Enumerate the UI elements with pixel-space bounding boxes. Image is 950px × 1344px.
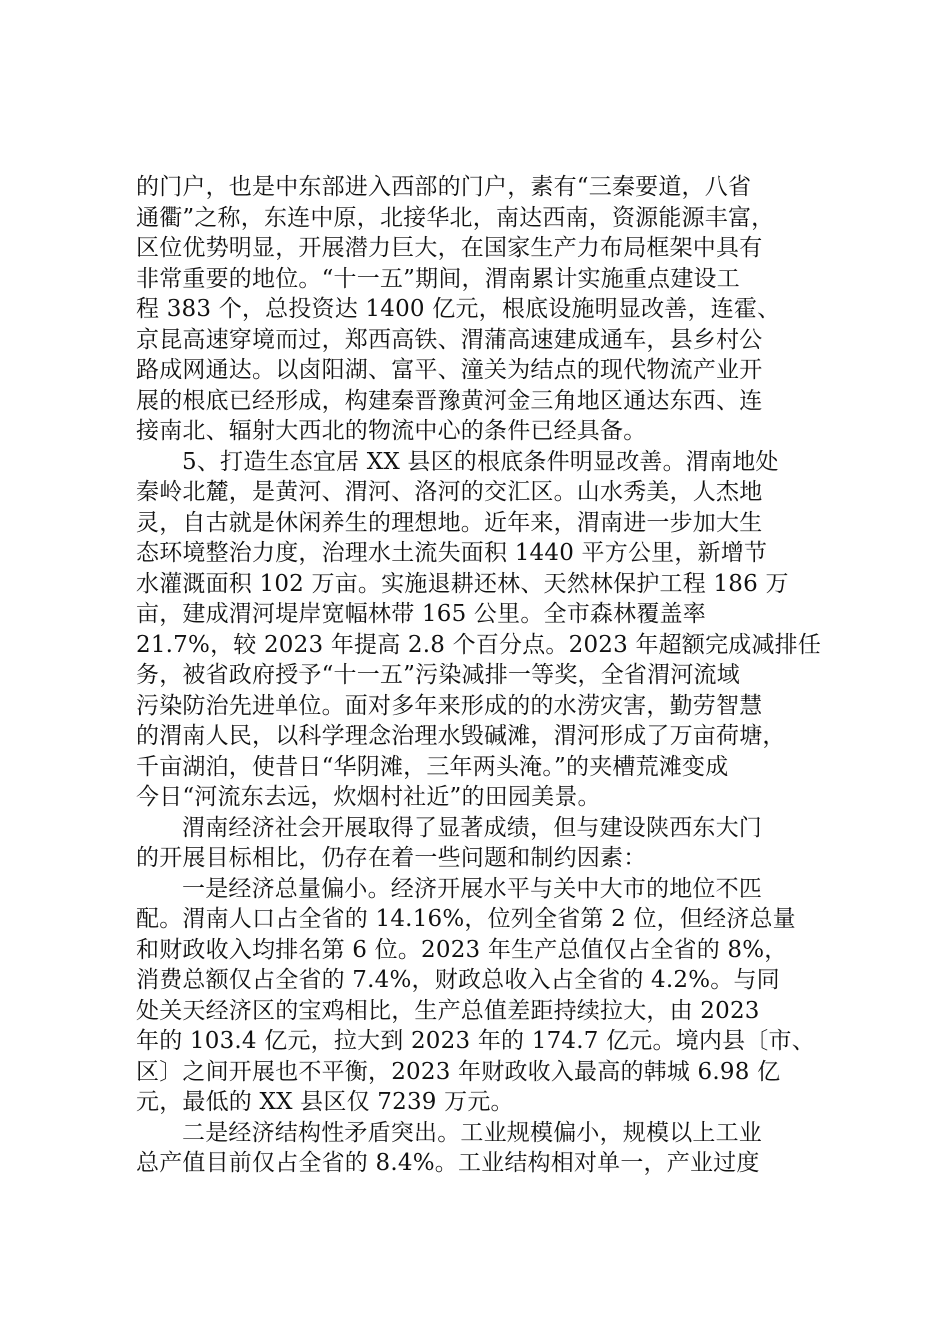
- text-line: 区位优势明显，开展潜力巨大，在国家生产力布局框架中具有: [136, 235, 763, 261]
- text-line: 和财政收入均排名第 6 位。2023 年生产总值仅占全省的 8%，: [136, 936, 788, 963]
- text-line: 路成网通达。以卤阳湖、富平、潼关为结点的现代物流产业开: [136, 357, 763, 383]
- text-line: 展的根底已经形成，构建秦晋豫黄河金三角地区通达东西、连: [136, 387, 763, 414]
- text-line: 的门户，也是中东部进入西部的门户，素有“三秦要道，八省: [136, 174, 752, 200]
- text-line: 的渭南人民，以科学理念治理水毁碱滩，渭河形成了万亩荷塘，: [136, 723, 786, 749]
- text-line: 灵，自古就是休闲养生的理想地。近年来，渭南进一步加大生: [136, 509, 763, 536]
- text-line: 秦岭北麓，是黄河、渭河、洛河的交汇区。山水秀美，人杰地: [136, 479, 763, 505]
- text-line: 总产值目前仅占全省的 8.4%。工业结构相对单一，产业过度: [136, 1150, 760, 1176]
- text-line: 一是经济总量偏小。经济开展水平与关中大市的地位不匹: [182, 875, 762, 902]
- text-line: 水灌溉面积 102 万亩。实施退耕还林、天然林保护工程 186 万: [136, 570, 789, 597]
- text-line: 消费总额仅占全省的 7.4%，财政总收入占全省的 4.2%。与同: [136, 967, 780, 993]
- text-line: 年的 103.4 亿元，拉大到 2023 年的 174.7 亿元。境内县〔市、: [136, 1028, 815, 1054]
- text-line: 程 383 个，总投资达 1400 亿元，根底设施明显改善，连霍、: [136, 296, 781, 322]
- text-line: 的开展目标相比，仍存在着一些问题和制约因素：: [136, 845, 647, 871]
- text-line: 今日“河流东去远，炊烟村社近”的田园美景。: [136, 784, 601, 810]
- body-text: [136, 172, 866, 1179]
- text-line: 处关天经济区的宝鸡相比，生产总值差距持续拉大，由 2023: [136, 997, 760, 1024]
- text-line: 千亩湖泊，使昔日“华阴滩，三年两头淹。”的夹槽荒滩变成: [136, 753, 729, 780]
- text-line: 亩，建成渭河堤岸宽幅林带 165 公里。全市森林覆盖率: [136, 601, 706, 627]
- text-line: 元，最低的 XX 县区仅 7239 万元。: [136, 1089, 514, 1115]
- text-line: 态环境整治力度，治理水土流失面积 1440 平方公里，新增节: [136, 540, 768, 566]
- text-line: 21.7%，较 2023 年提高 2.8 个百分点。2023 年超额完成减排任: [136, 631, 822, 658]
- text-line: 二是经济结构性矛盾突出。工业规模偏小，规模以上工业: [182, 1119, 762, 1146]
- text-line: 务，被省政府授予“十一五”污染减排一等奖，全省渭河流域: [136, 662, 740, 688]
- text-line: 非常重要的地位。“十一五”期间，渭南累计实施重点建设工: [136, 265, 740, 292]
- text-line: 通衢”之称，东连中原，北接华北，南达西南，资源能源丰富，: [136, 204, 775, 231]
- text-line: 京昆高速穿境而过，郑西高铁、渭蒲高速建成通车，县乡村公: [136, 326, 763, 353]
- text-line: 接南北、辐射大西北的物流中心的条件已经具备。: [136, 418, 647, 444]
- text-line: 配。渭南人口占全省的 14.16%，位列全省第 2 位，但经济总量: [136, 906, 796, 932]
- text-line: 渭南经济社会开展取得了显著成绩，但与建设陕西东大门: [182, 814, 762, 841]
- text-line: 5、打造生态宜居 XX 县区的根底条件明显改善。渭南地处: [182, 448, 779, 475]
- text-line: 污染防治先进单位。面对多年来形成的的水涝灾害，勤劳智慧: [136, 692, 763, 719]
- text-line: 区〕之间开展也不平衡，2023 年财政收入最高的韩城 6.98 亿: [136, 1058, 781, 1085]
